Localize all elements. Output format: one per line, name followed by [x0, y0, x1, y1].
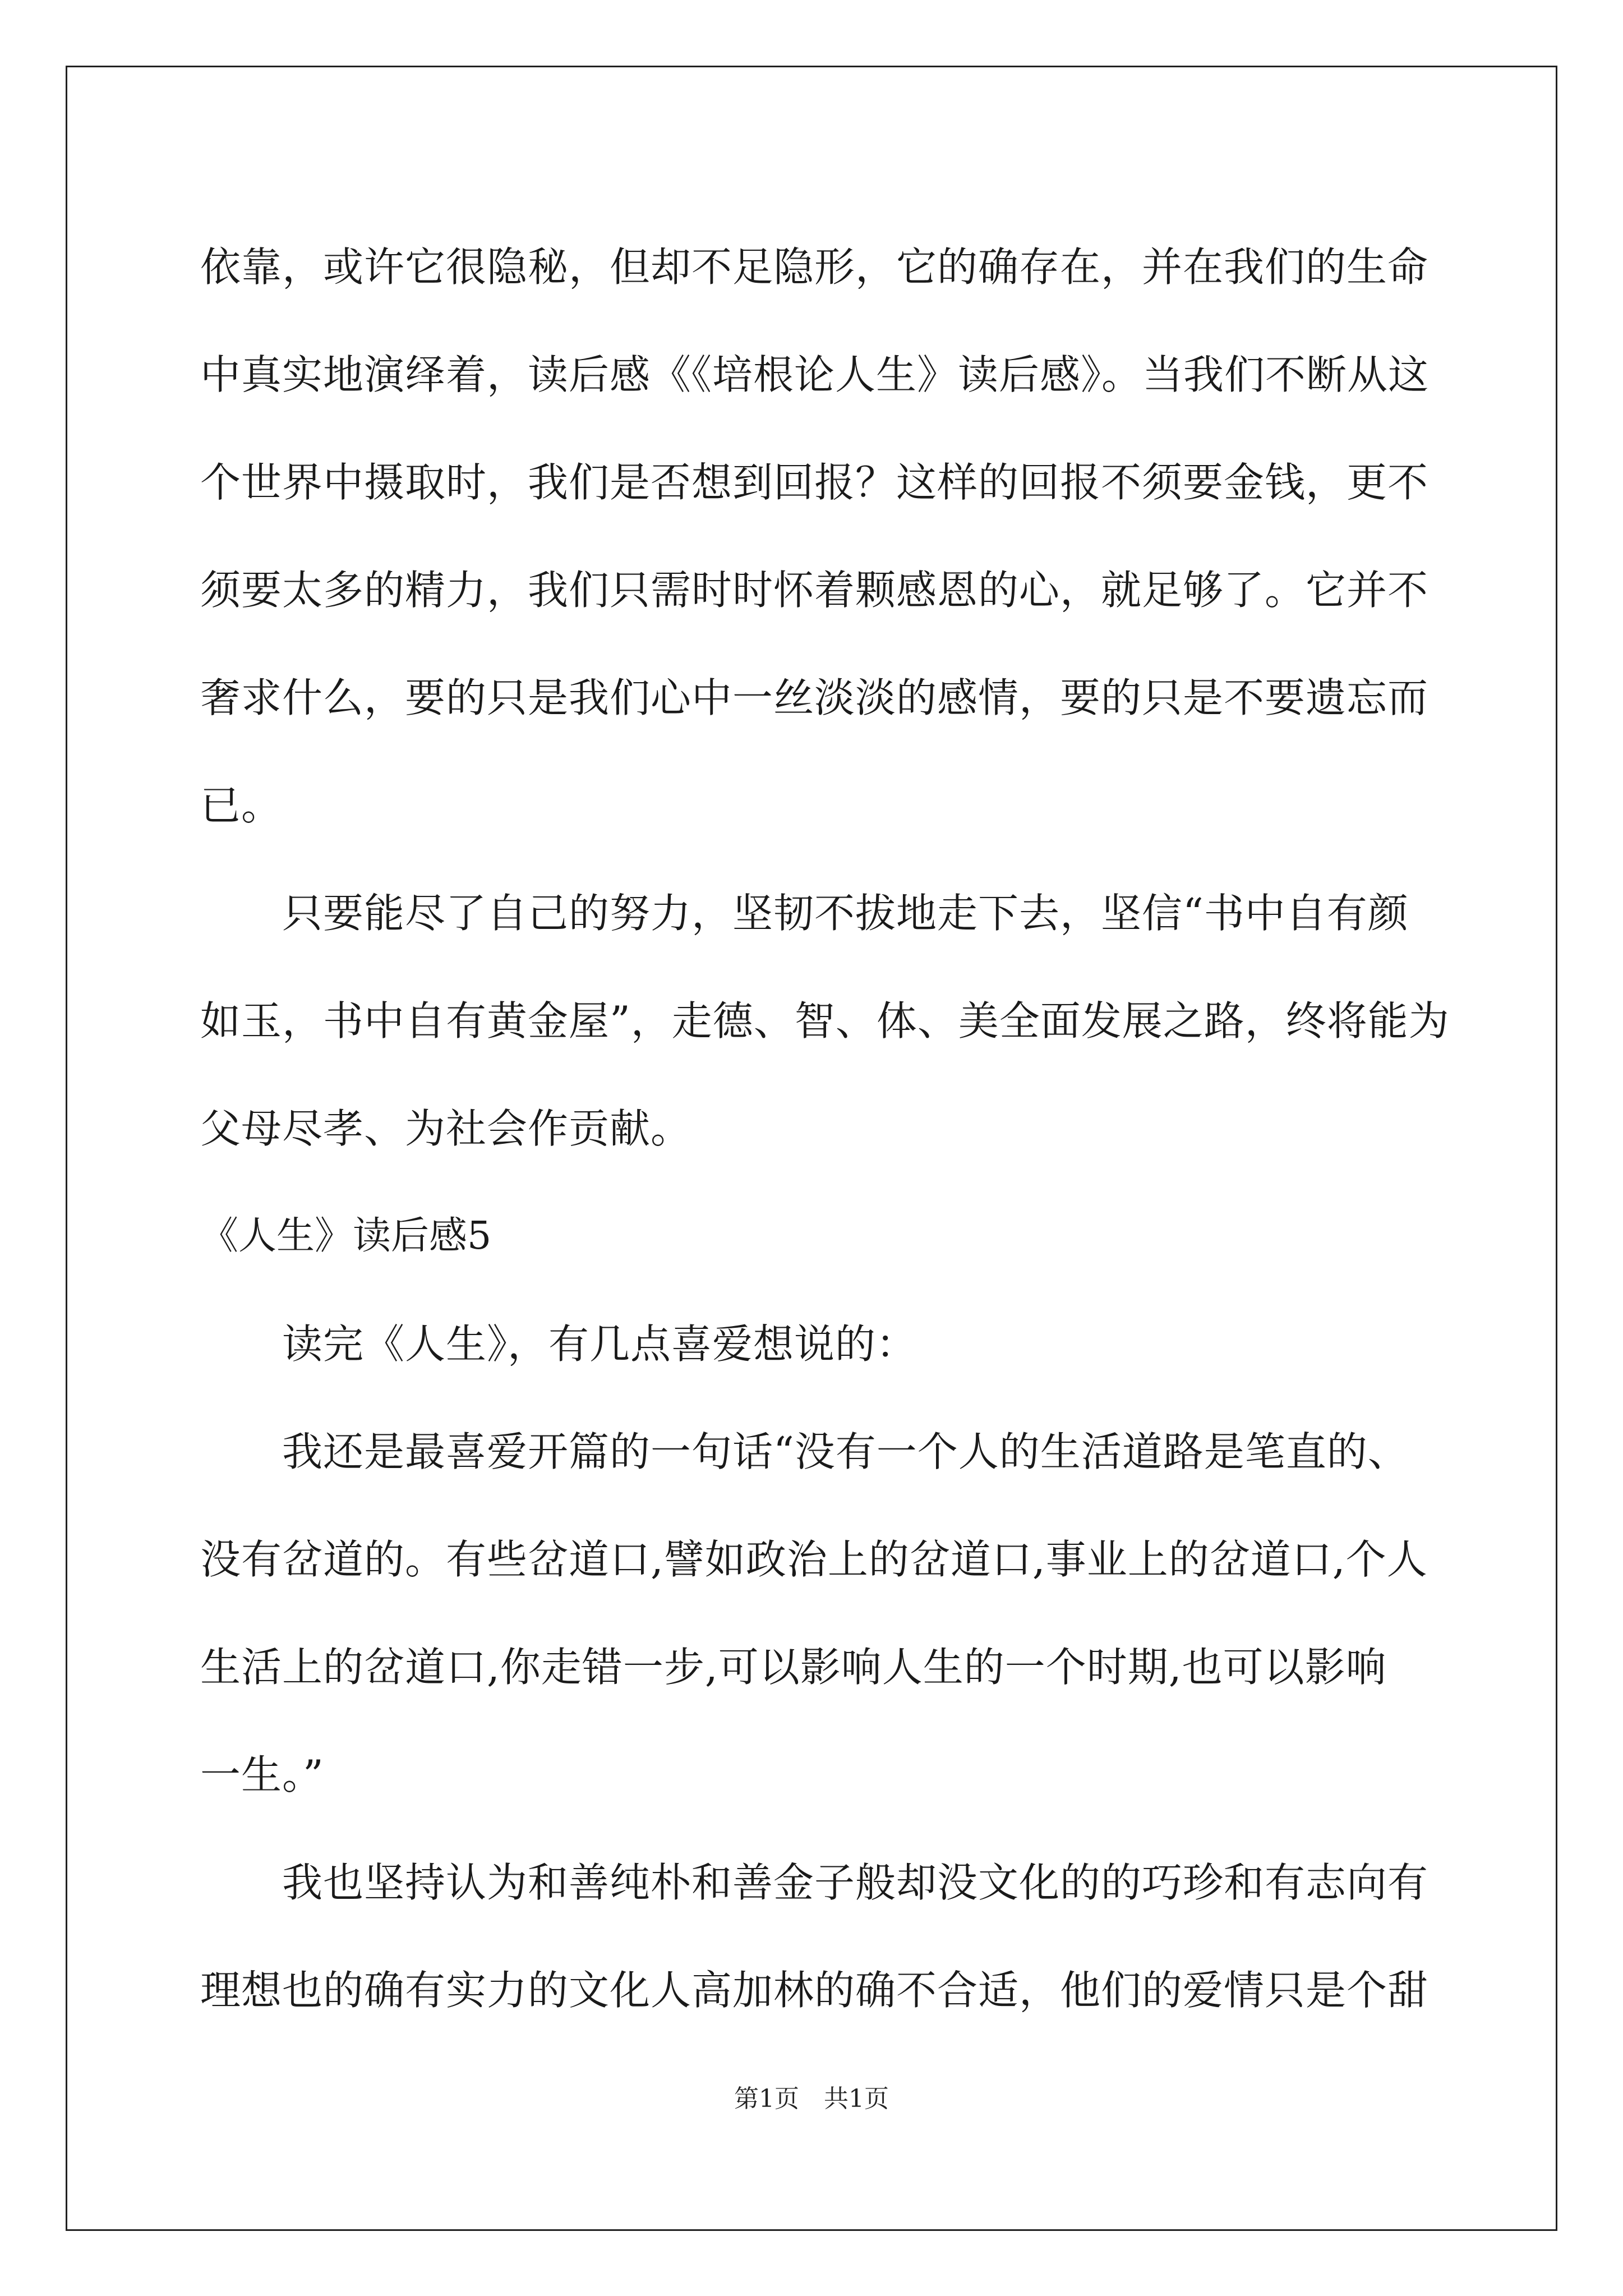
paragraph-line: 须要太多的精力，我们只需时时怀着颗感恩的心，就足够了。它并不 — [200, 567, 1429, 614]
paragraph-line: 已。 — [200, 782, 283, 829]
paragraph-line: 我还是最喜爱开篇的一句话“没有一个人的生活道路是笔直的、 — [282, 1428, 1409, 1475]
page-number-footer: 第1页 共1页 — [734, 2085, 889, 2113]
paragraph-line: 我也坚持认为和善纯朴和善金子般却没文化的的巧珍和有志向有 — [282, 1859, 1429, 1906]
paragraph-line: 生活上的岔道口,你走错一步,可以影响人生的一个时期,也可以影响 — [200, 1644, 1387, 1691]
section-heading: 《人生》读后感5 — [200, 1214, 492, 1258]
document-body — [200, 213, 1450, 2044]
paragraph-line: 中真实地演绎着，读后感《《培根论人生》读后感》。当我们不断从这 — [200, 351, 1430, 398]
paragraph-line: 只要能尽了自己的努力，坚韧不拔地走下去，坚信“书中自有颜 — [282, 890, 1409, 937]
paragraph-line: 奢求什么，要的只是我们心中一丝淡淡的感情，要的只是不要遗忘而 — [200, 674, 1429, 721]
paragraph-line: 一生。” — [200, 1751, 324, 1798]
paragraph-line: 没有岔道的。有些岔道口,譬如政治上的岔道口,事业上的岔道口,个人 — [200, 1536, 1428, 1583]
paragraph-line: 依靠，或许它很隐秘，但却不足隐形，它的确存在，并在我们的生命 — [200, 243, 1429, 291]
paragraph-line: 父母尽孝、为社会作贡献。 — [200, 1105, 692, 1152]
paragraph-line: 个世界中摄取时，我们是否想到回报？这样的回报不须要金钱，更不 — [200, 459, 1429, 506]
paragraph-line: 如玉，书中自有黄金屋”，走德、智、体、美全面发展之路，终将能为 — [200, 997, 1450, 1045]
paragraph-line: 理想也的确有实力的文化人高加林的确不合适，他们的爱情只是个甜 — [200, 1967, 1429, 2014]
paragraph-line: 读完《人生》，有几点喜爱想说的： — [282, 1320, 917, 1368]
